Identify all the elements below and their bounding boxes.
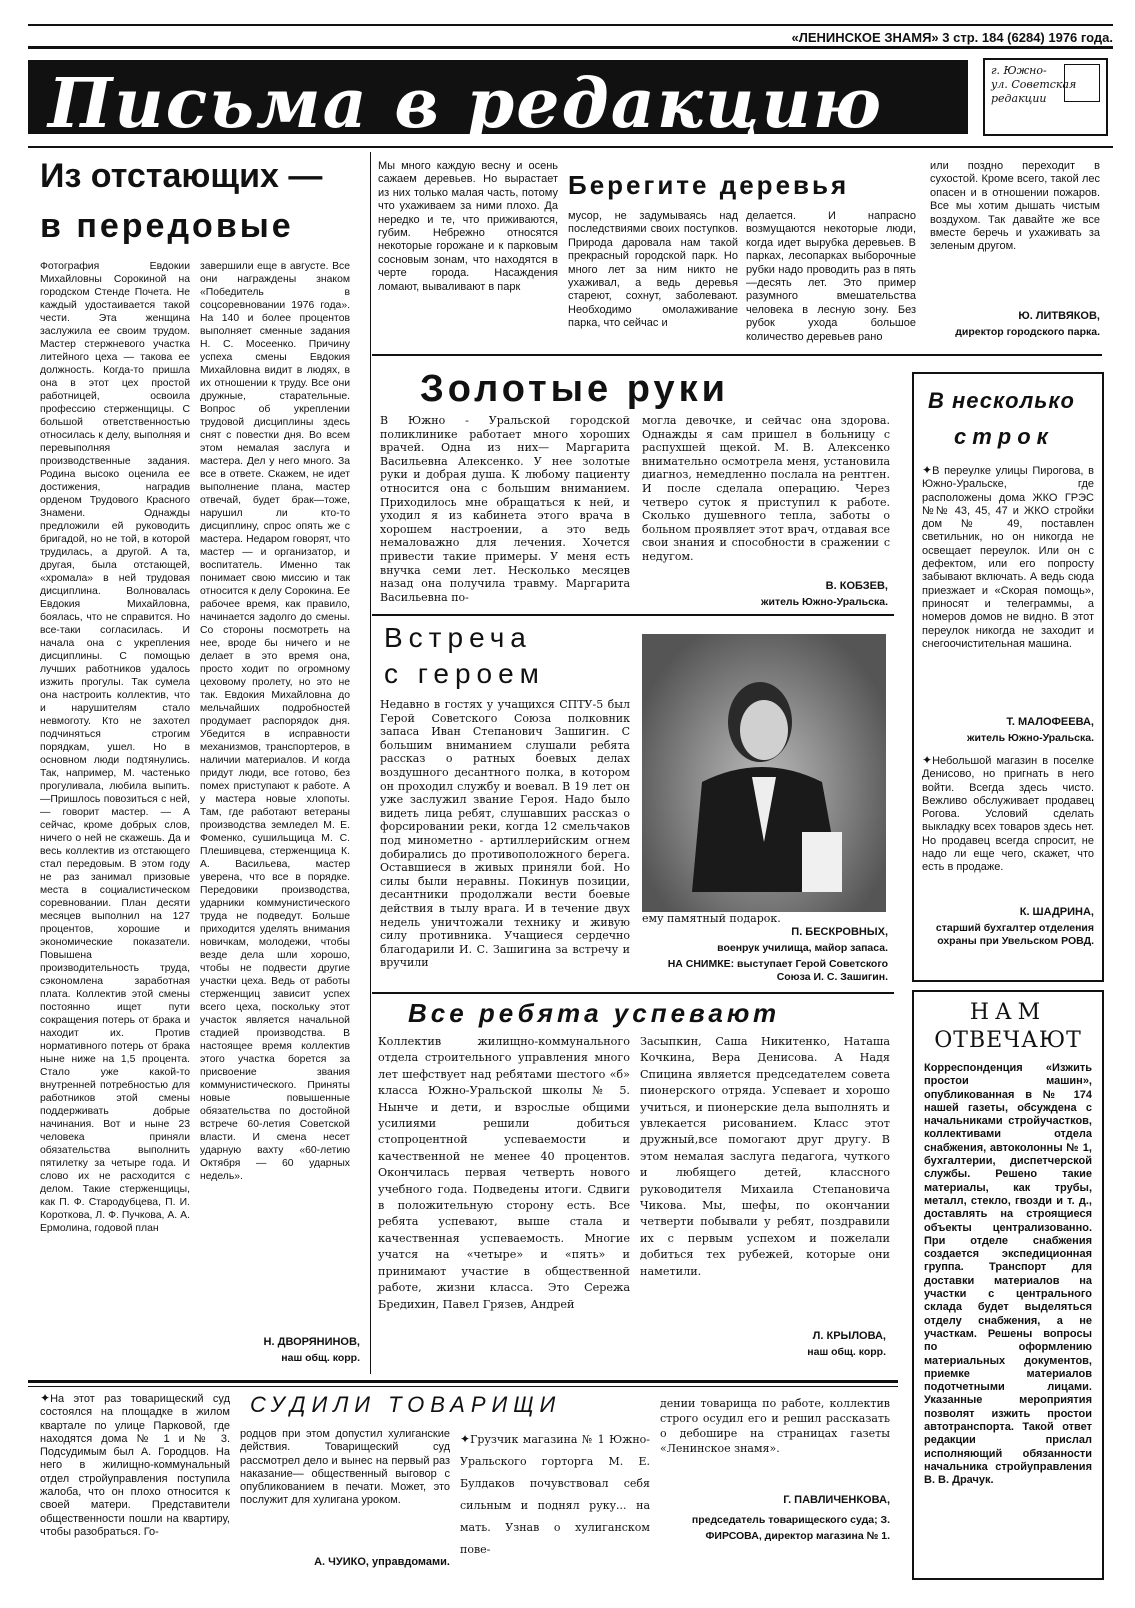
headline-vstrecha-2: с героем	[384, 658, 545, 689]
article-sudili-col1-text: На этот раз товарищеский суд состоялся на площадке в жилом квартале по улице Парковой, где находятся дома № 1 и № 3. Подсудимым был А. Городцов. На него в жилищно-коммунальный отдел стройуправления поступила жалоба, что он плохо относится к своей матери. Представители общественности пошли на квартиру, чтобы разобраться. Го-	[40, 1393, 230, 1538]
headline-otvechayut-2: ОТВЕЧАЮТ	[934, 1028, 1082, 1053]
headline-otstayushchikh-2: в передовые	[40, 207, 294, 245]
signature-pavlichenkova: Г. ПАВЛИЧЕНКОВА,	[783, 1494, 890, 1506]
star-bullet-icon: ✦	[922, 754, 933, 767]
headline-sudili: СУДИЛИ ТОВАРИЩИ	[250, 1392, 562, 1417]
article-derevya-col4: или поздно переходит в сухостой. Кроме всего, такой лес опасен и в отношении пожаров. Все мы хотим дышать чистым воздухом. Так давайте же все вместе беречь и ухаживать за зеленым другом.	[930, 160, 1100, 253]
article-sudili-col4: дении товарища по работе, коллектив строго осудил его и решил рассказать о дебошире на страницах газеты «Ленинское знамя».	[660, 1397, 890, 1455]
article-vstrecha-body: Недавно в гостях у учащихся СПТУ-5 был Герой Советского Союза полковник запаса Иван Степанович Зашигин. С большим вниманием слушали ребята рассказ о ратных боевых делах воздушного десантного полка, в котором он проходил службу и воевал. В 19 лет он уже заслужил звание Героя. Надо было видеть лица ребят, слушавших рассказ о форсировании реки, когда 12 смельчаков под минометно - артиллерийским огнем добирались до противоположного берега. Оставшиеся в живых приняли бой. Но силы были неравны. Покинув позиции, десантники продолжали вести боевые действия в тылу врага. И в течение двух недель уничтожали технику и живую силу противника. Учащиеся сердечно благодарили И. С. Зашигина за встречу и вручили	[380, 698, 630, 970]
banner	[28, 52, 1113, 142]
signature-litvyakov: Ю. ЛИТВЯКОВ,	[1018, 310, 1100, 322]
envelope-stamp	[983, 58, 1108, 136]
headline-otvechayut-1: НАМ	[969, 1000, 1047, 1025]
star-bullet-icon: ✦	[922, 464, 933, 477]
stamp-line-2: ул. Советская	[991, 78, 1077, 91]
signature-pavlichenkova-sub: председатель товарищеского суда; З. ФИРСОВА, директор магазина № 1.	[691, 1514, 890, 1542]
headline-derevya: Берегите деревья	[568, 170, 850, 200]
stamp-line-1: г. Южно-	[991, 64, 1047, 77]
article-otstayushchikh-col1: Фотография Евдокии Михайловны Сорокиной на городском Стенде Почета. Не каждый удостаивается такой чести. Эта женщина заслужила ее своим трудом. Мастер стержневого участка литейного цеха — такова ее должность. Когда-то пришла она в этот цех простой работницей, освоила профессию стерженщицы. С большой ответственностью относилась к делу, выполняя и перевыполняя производственные задания. Родина высоко оценила ее достижения, наградив орденом Трудового Красного Знамени. Однажды предложили ей руководить бригадой, но не той, в которой трудилась, а другой. А та, другая, была отстающей, «хромала» в ней трудовая дисциплина. Волновалась Евдокия Михайловна, боялась, что не справится. Но все-таки согласилась. И начала она с укрепления дисциплины. С помощью лучших работников удалось изжить прогулы. Так сумела она настроить коллектив, что и нарушителям стало невмоготу. Кто не захотел подчиняться строгим порядкам, ушел. Но в основном люди подтянулись. Так, например, М. частенько прогуливала, любила выпить. —Пришлось повозиться с ней, — говорит мастер. — А сейчас, кроме добрых слов, ничего о ней не скажешь. Да и весь коллектив из отстающего стал передовым. В этом году не раз занимал призовые места в социалистическом соревновании. План десяти месяцев выполнил на 127 процентов, хорошие и экономические показатели. Повышена производительность труда, сэкономлена заработная плата. Коллектив этой смены постоянно ищет пути сокращения потерь от брака и находит их. Против нормативного потерь от брака ныне ниже на 1,5 процента. Стало уже какой-то внутренней потребностью для работников этой смены поддерживать добрые начинания. Вот и ныне 23 человека приняли обязательства выполнить пятилетку за четыре года. И слово их не расходится с делом. Такие стерженщицы, как П. Ф. Стародубцева, П. И. Короткова, Л. Ф. Пучкова, А. А. Ермолина, годовой план	[40, 261, 190, 1234]
article-derevya-col2: мусор, не задумываясь над последствиями своих поступков. Природа даровала нам такой прекрасный городской парк. Но много лет за ним никто не ухаживал, а ведь деревья стареют, сохнут, заболевают. Необходимо омолаживание парка, что сейчас и	[568, 210, 738, 330]
sidebar-stroki-item2	[922, 754, 1094, 902]
sidebar-stroki-item1	[922, 464, 1094, 712]
banner-title: Письма в редакцию	[48, 64, 883, 144]
star-bullet-icon: ✦	[40, 1392, 51, 1405]
rule-sudili-top-thin	[28, 1386, 898, 1387]
article-ruki-col2: могла девочке, и сейчас она здорова. Однажды я сам пришел в больницу с распухшей щекой. М. В. Алексенко внимательно осмотрела меня, установила диагноз, немедленно послала на рентген. И после сделала операцию. Через четверо суток я приступил к работе. Сколько душевного тепла, заботы о больном проявляет этот врач, отдавая все свои знания и способности в сражении с недугом.	[642, 414, 890, 563]
stamp-mark-icon	[1064, 64, 1100, 102]
sidebar-stroki-item1-text: В переулке улицы Пирогова, в Южно-Уральске, где расположены дома ЖКО ГРЭС №№ 43, 45, 47 и ЖКО стройки дом № 49, поставлен светильник, но он никогда не освещает переулок. Или он с дефектом, или его попросту забывают включать. А ведь сюда приезжает и «Скорая помощь», приносят и телеграммы, а номеров домов не видно. В этот переулок никогда не заходит и снегоочистительная машина.	[922, 465, 1094, 650]
signature-krylova-sub: наш общ. корр.	[807, 1346, 886, 1358]
article-sudili-col1	[40, 1392, 230, 1572]
signature-krylova: Л. КРЫЛОВА,	[812, 1330, 886, 1342]
signature-shadrina: К. ШАДРИНА,	[1019, 906, 1094, 918]
headline-otstayushchikh-1: Из отстающих —	[40, 157, 323, 195]
article-vstrecha-tail: ему памятный подарок.	[642, 912, 781, 925]
rule-ruki-bottom	[372, 614, 894, 616]
signature-kobzev-sub: житель Южно-Уральска.	[761, 596, 888, 608]
signature-dvoryaninov: Н. ДВОРЯНИНОВ,	[263, 1336, 360, 1348]
headline-rebyata: Все ребята успевают	[408, 998, 781, 1028]
article-rebyata-col2: Засыпкин, Саша Никитенко, Наташа Кочкина, Вера Денисова. А Надя Спицина является председателем совета пионерского отряда. Успевает и хорошо учиться, и пионерские дела выполнять и увлекается рисованием. Класс этот дружный,все помогают друг другу. В этом немалая заслуга педагога, чуткого и любящего детей, классного руководителя Михаила Степановича Чикова. Мы, шефы, по окончании четверти побывали у ребят, поздравили их с первым успехом и пожелали добиться тех рубежей, которые они наметили.	[640, 1035, 890, 1278]
headline-ruki: Золотые руки	[420, 368, 729, 410]
signature-beskrovnykh: П. БЕСКРОВНЫХ,	[791, 926, 888, 938]
signature-shadrina-sub: старший бухгалтер отделения охраны при Увельском РОВД.	[935, 922, 1094, 947]
sidebar-stroki-item2-text: Небольшой магазин в поселке Денисово, но пригнать в него войти. Всегда здесь чисто. Вежливо обслуживает продавец Рогова. Условий сделать выкладку всех товаров здесь нет. Но продавец всегда спросит, не надо ли еще чего, скажет, что есть в продаже.	[922, 755, 1094, 874]
article-sudili-col3	[460, 1428, 650, 1568]
banner-rule	[28, 146, 1113, 148]
rule-derevya-bottom	[372, 354, 1102, 356]
column-rule-1	[370, 152, 371, 1374]
banner-background	[28, 60, 968, 144]
article-derevya-col1: Мы много каждую весну и осень сажаем деревьев. Но вырастает из них только малая часть, потому что ухаживаем за ними плохо. Да нередко и те, что приживаются, губим. Небрежно относятся некоторые горожане и к парковым сосновым зонам, что находятся в черте города. Насаждения ломают, вываливают в парк	[378, 160, 558, 293]
headline-stroki-1: В несколько	[928, 388, 1075, 413]
sidebar-otvechayut-box	[912, 990, 1104, 1580]
stamp-line-3: редакции	[991, 92, 1047, 105]
top-rule	[28, 24, 1113, 26]
signature-litvyakov-sub: директор городского парка.	[955, 326, 1100, 338]
person-photo-icon	[682, 662, 842, 892]
signature-malofeeva-sub: житель Южно-Уральска.	[967, 732, 1094, 744]
article-sudili-col2: родцов при этом допустил хулиганские действия. Товарищеский суд рассмотрел дело и вынес на первый раз наказание— общественный выговор с опубликованием в печати. Может, это послужит для хулигана уроком.	[240, 1428, 450, 1507]
sidebar-otvechayut-body: Корреспонденция «Изжить простои машин», опубликованная в № 174 нашей газеты, обсуждена с начальниками стройучастков, коллективами отдела снабжения, автоколонны № 1, бухгалтерии, диспетчерской службы. Решено такие материалы, как трубы, металл, стекло, гвозди и т. д., доставлять на строящиеся объекты централизованно. При отделе снабжения создается экспедиционная группа. Транспорт для доставки материалов на участки с центрального склада будет выделяться отделу снабжения, а не участкам. Решены вопросы по оформлению материальных документов, приемке материалов подотчетными лицами. Указанные мероприятия позволят изжить простои автотранспорта. Такой ответ редакции прислал исполняющий обязанности начальника стройуправления В. В. Драчук.	[924, 1062, 1092, 1487]
article-rebyata-col1: Коллектив жилищно-коммунального отдела строительного управления много лет шефствует над ребятами шестого «б» класса Южно-Уральской школы № 5. Нынче и дети, и взрослые общими усилиями решили добиться стопроцентной успеваемости и качественной не менее 40 процентов. Окончилась первая четверть нового учебного года. Подведены итоги. Сдвиги в положительную сторону есть. Все ребята успевают, выше стала и качественная успеваемость. Многие учатся на «четыре» и «пять» и принимают участие в общественной работе, жизни класса. Это Сережа Бредихин, Павел Грязев, Андрей	[378, 1035, 630, 1311]
signature-malofeeva: Т. МАЛОФЕЕВА,	[1006, 716, 1094, 728]
headline-stroki-2: строк	[954, 424, 1054, 449]
signature-kobzev: В. КОБЗЕВ,	[825, 580, 888, 592]
signature-dvoryaninov-sub: наш общ. корр.	[281, 1352, 360, 1364]
article-sudili-col3-text: Грузчик магазина № 1 Южно-Уральского горторга М. Е. Булдаков почувствовал себя сильным и поднял руку... на мать. Узнав о хулиганском пове-	[460, 1433, 650, 1556]
headline-vstrecha-1: Встреча	[384, 622, 532, 653]
photo-zashigin	[642, 634, 886, 912]
article-derevya-col3: делается. И напрасно возмущаются некоторые люди, когда идет вырубка деревьев. В парках, лесопарках выборочные рубки надо проводить раз в пять —десять лет. Это пример разумного вмешательства человека в лесную зону. Без рубок ухода большое количество деревьев рано	[746, 210, 916, 343]
photo-caption: НА СНИМКЕ: выступает Герой Советского Союза И. С. Зашигин.	[667, 958, 888, 983]
masthead-rule	[28, 46, 1113, 49]
article-otstayushchikh-col2: завершили еще в августе. Все они награждены знаком «Победитель в соцсоревновании 1976 года». На 140 и более процентов выполняет сменные задания Н. С. Мосеенко. Причину успеха смены Евдокия Михайловна видит в людях, в их отношении к труду. Все они дружные, старательные. Вопрос об укреплении трудовой дисциплины здесь снят с повестки дня. Во всем этом немалая заслуга и мастера. Дел у него много. За все в ответе. Скажем, не идет выполнение плана, мастер отвечай, будет брак—тоже, нарушил ли кто-то дисциплину, спрос опять же с мастера. Недаром говорят, что мастер — и организатор, и воспитатель. Именно так понимает свою миссию и так относится к делу Сорокина. Ее рабочее время, как правило, начинается задолго до смены. Со стороны посмотреть на нее, вроде бы ничего и не делает в это время она, просто ходит по огромному цеховому пролету, но это не так. Евдокия Михайловна до мельчайших подробностей продумает распорядок дня. Убедится в исправности механизмов, транспортеров, в наличии материалов. И когда придут люди, все готово, без помех приступают к работе. А у мастера новые хлопоты. Там, где работают ветераны производства земледел М. Е. Фоменко, сушильщица М. С. Плешивцева, стерженщица К. А. Васильева, мастер уверена, что все в порядке. Передовики производства, ударники коммунистического труда не подведут. Больше приходится уделять внимания новичкам, молодежи, чтобы везде дела шли хорошо, чтобы не подвести другие участки цеха. Ведь от работы стерженщиц зависит успех всего цеха, поскольку этот участок является начальной стадией производства. В настоящее время коллектив этого участка борется за присвоение звания коммунистического. Приняты новые повышенные обязательства по достойной встрече 60-летия Советской власти. И смена несет ударную вахту «60-летию Октября — 60 ударных недель».	[200, 261, 350, 1182]
sidebar-stroki-box	[912, 372, 1104, 982]
rule-sudili-top	[28, 1380, 898, 1383]
star-bullet-icon: ✦	[460, 1432, 471, 1446]
masthead-line: «ЛЕНИНСКОЕ ЗНАМЯ» 3 стр. 184 (6284) 1976 года.	[791, 30, 1113, 45]
article-ruki-col1: В Южно - Уральской городской поликлинике работает много хороших врачей. Одна из них— Маргарита Васильевна Алексенко. У нее золотые руки и добрая душа. К любому пациенту относится она с большим вниманием. Приходилось мне обращаться к ней, и уходил я из кабинета этого врача в хорошем настроении, а это ведь немаловажно для лечения. Хочется привести такие примеры. У меня есть внучка семи лет. Несколько месяцев назад она получила травму. Маргарита Васильевна по-	[380, 414, 630, 604]
rule-vstrecha-bottom	[372, 992, 894, 994]
signature-chuiko: А. ЧУИКО, управдомами.	[314, 1556, 450, 1568]
signature-beskrovnykh-sub: военрук училища, майор запаса.	[717, 942, 888, 954]
